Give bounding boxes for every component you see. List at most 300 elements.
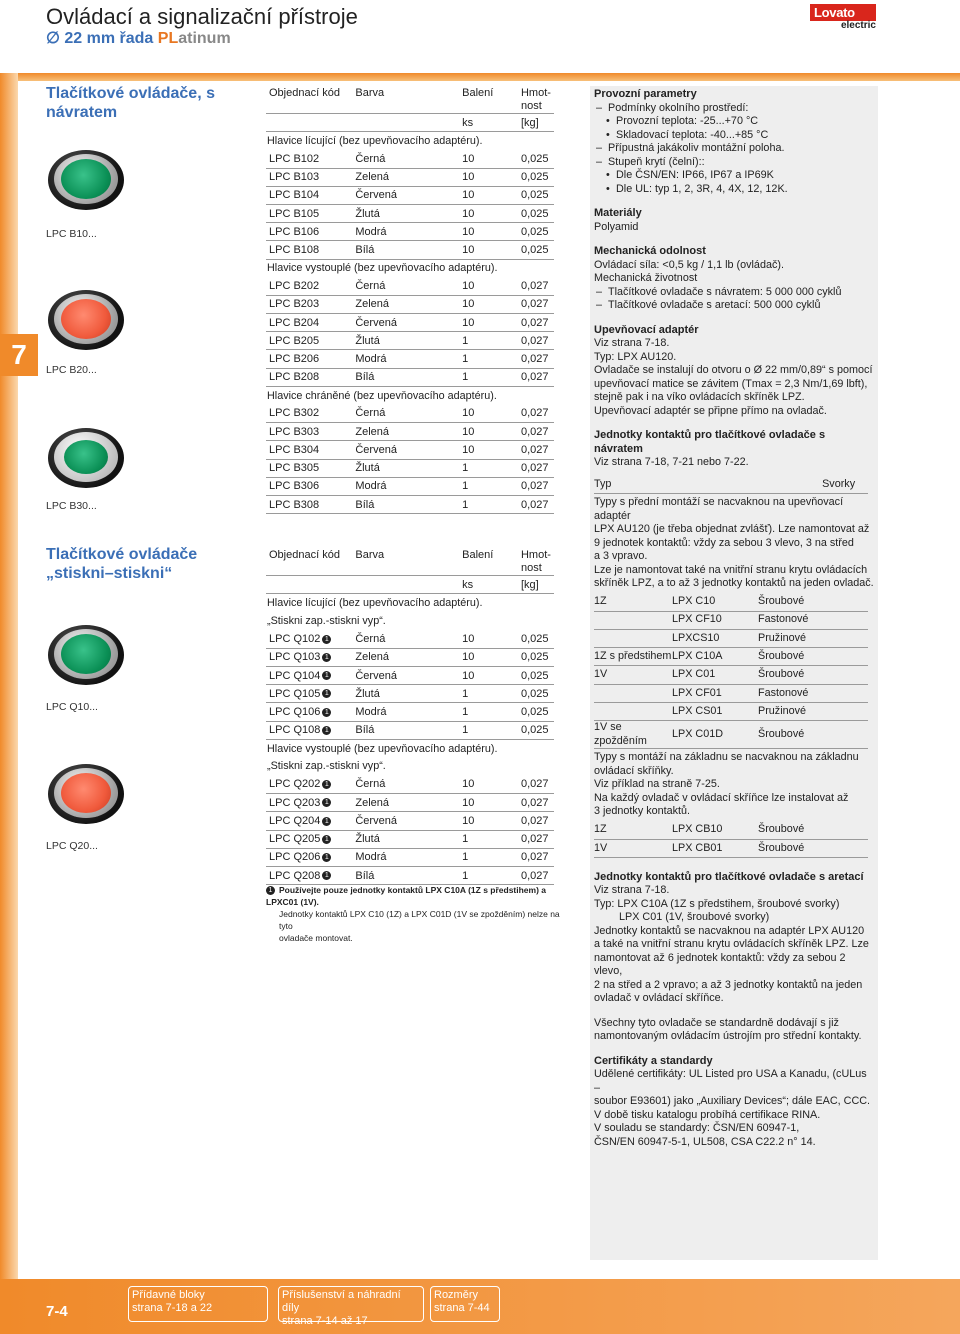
- link-auxiliary-blocks[interactable]: [128, 1286, 268, 1322]
- section-heading: Hlavice lícující (bez upevňovacího adaptéru).: [267, 135, 483, 148]
- section-heading: „Stiskni zap.-stiskni vyp“.: [267, 614, 386, 627]
- table-row: [594, 629, 868, 647]
- table-row: [266, 368, 554, 386]
- table-cell: 1: [459, 459, 518, 477]
- table-cell: Šroubové: [758, 821, 868, 839]
- table-cell: 0,027: [518, 848, 554, 866]
- table-row: [594, 821, 868, 839]
- lovato-logo: [810, 4, 876, 32]
- spec-line: Polyamid: [594, 220, 639, 233]
- table-row: [266, 423, 554, 441]
- table-cell: LPC B302: [266, 405, 352, 423]
- table-cell: LPX C01: [672, 666, 758, 684]
- note-mark: 1: [322, 798, 331, 807]
- product-label: LPC Q10...: [46, 701, 98, 713]
- table-cell: 0,025: [518, 648, 554, 666]
- cell-code: LPC Q106: [269, 705, 321, 718]
- table-row: [266, 459, 554, 477]
- spec-line: skříněk LPZ, a to až 3 jednotky kontaktů na jeden ovladač.: [594, 577, 874, 590]
- spec-line: namontovat až 6 jednotek kontaktů: vždy za sebou 2 vlevo,: [594, 951, 846, 978]
- section-title-pushpush: Tlačítkové ovládače „stiskni–stiskni“: [46, 546, 198, 582]
- table-row: [594, 611, 868, 629]
- table-cell: 1: [459, 368, 518, 386]
- side-band: [0, 73, 18, 1279]
- cell-code: LPC Q203: [269, 796, 321, 809]
- table-cell: 1Z: [594, 821, 672, 839]
- spec-line: ovladač v ovládací skříňce.: [594, 992, 724, 1005]
- table-cell: LPX CB10: [672, 821, 758, 839]
- contact-type-header: [594, 476, 868, 495]
- table-cell: LPX CS01: [672, 703, 758, 721]
- note-mark: 1: [322, 817, 331, 826]
- table-row: [594, 666, 868, 684]
- table-cell: LPC B102: [266, 150, 352, 168]
- table-cell: LPC B303: [266, 423, 352, 441]
- table-cell: 1: [459, 721, 518, 739]
- col-header-terminals: Svorky: [822, 476, 868, 494]
- table-cell: Bílá: [352, 368, 459, 386]
- table-cell: Šroubové: [758, 593, 868, 611]
- section-heading: Hlavice lícující (bez upevňovacího adaptéru).: [267, 597, 483, 610]
- table-row: [266, 204, 554, 222]
- button-image-q20: [48, 764, 124, 824]
- spec-line: namontovaným ovládacím ústrojím pro střední kontakty.: [594, 1030, 862, 1043]
- link-title: Přídavné bloky: [132, 1289, 205, 1301]
- table-cell: Žlutá: [352, 685, 459, 703]
- table-cell: 0,025: [518, 666, 554, 684]
- table-row: [266, 223, 554, 241]
- note-mark: 1: [322, 853, 331, 862]
- link-title: Příslušenství a náhradní díly: [282, 1289, 401, 1314]
- table-cell: 0,025: [518, 168, 554, 186]
- table-row: [266, 630, 554, 648]
- spec-line: Ovladače se instalují do otvoru o Ø 22 mm/0,89“ s pomocí: [594, 364, 873, 376]
- table-cell: Černá: [352, 150, 459, 168]
- table-cell: 10: [459, 794, 518, 812]
- brand-pl: PL: [157, 30, 179, 47]
- chapter-tab[interactable]: 7: [0, 334, 38, 376]
- heading-adapter: Upevňovací adaptér: [594, 323, 699, 336]
- table-cell: Žlutá: [352, 332, 459, 350]
- table-cell: Zelená: [352, 295, 459, 313]
- table-row: [266, 794, 554, 812]
- table-row: [266, 277, 554, 295]
- button-image-q10: [48, 625, 124, 685]
- note-mark: 1: [322, 671, 331, 680]
- footnote-mark: 1: [266, 886, 275, 895]
- table-cell: 0,027: [518, 441, 554, 459]
- col-header-type: Typ: [594, 476, 822, 494]
- spec-line: 9 jednotek kontaktů: vždy za sebou 3 vlevo, 3 na střed: [594, 536, 854, 549]
- spec-line: 2 na střed a 2 vpravo; a až 3 jednotky kontaktů na jeden: [594, 978, 863, 991]
- spec-line: – Podmínky okolního prostředí:: [594, 102, 874, 116]
- table-cell: 0,027: [518, 812, 554, 830]
- spec-line: a 3 vpravo.: [594, 550, 648, 563]
- spec-line: ovládací skříňky.: [594, 764, 674, 777]
- spec-line: upevňovací matice se závitem (Tmax = 2,3 Nm/1,69 lbft),: [594, 377, 868, 390]
- table-cell: LPX C01D: [672, 721, 758, 749]
- table-cell: 10: [459, 204, 518, 222]
- spec-line: • Skladovací teplota: -40...+85 °C: [594, 129, 874, 143]
- note-mark: 1: [322, 871, 331, 880]
- table-row: [594, 593, 868, 611]
- product-label: LPC B20...: [46, 364, 97, 376]
- note-mark: 1: [322, 835, 331, 844]
- section-title-return: Tlačítkové ovládače, s návratem: [46, 85, 215, 121]
- heading-contacts-return: Jednotky kontaktů pro tlačítkové ovladače s návratem: [594, 429, 826, 455]
- table-row: [266, 685, 554, 703]
- table-cell: Zelená: [352, 794, 459, 812]
- table-cell: Červená: [352, 186, 459, 204]
- product-table-return: [266, 86, 554, 514]
- table-cell: 0,027: [518, 495, 554, 513]
- cell-code: LPC Q204: [269, 815, 321, 828]
- table-row: [266, 150, 554, 168]
- table-cell: Zelená: [352, 423, 459, 441]
- cell-code: LPC Q208: [269, 869, 321, 882]
- top-band: [0, 73, 960, 81]
- table-row: [266, 495, 554, 513]
- spec-line: Viz strana 7-18.: [594, 337, 670, 349]
- spec-line: Lze je namontovat také na vnitřní stranu krytu ovládacích: [594, 563, 868, 576]
- product-label: LPC B30...: [46, 500, 97, 512]
- heading-mechanical: Mechanická odolnost: [594, 245, 706, 257]
- table-cell: 0,027: [518, 277, 554, 295]
- heading-certs: Certifikáty a standardy: [594, 1054, 713, 1067]
- table-cell: LPC B103: [266, 168, 352, 186]
- table-cell: Modrá: [352, 350, 459, 368]
- table-cell: 0,025: [518, 204, 554, 222]
- spec-line: Všechny tyto ovladače se standardně dodávají s již: [594, 1016, 839, 1029]
- table-cell: 0,027: [518, 350, 554, 368]
- button-image-b10: [48, 150, 124, 210]
- spec-line: Viz strana 7-18, 7-21 nebo 7-22.: [594, 456, 749, 468]
- table-cell: Bílá: [352, 241, 459, 259]
- table-cell: Šroubové: [758, 648, 868, 666]
- table-cell: LPX CF01: [672, 684, 758, 702]
- cell-code: LPC Q202: [269, 778, 321, 791]
- table-cell: 1: [459, 703, 518, 721]
- table-cell: LPC B206: [266, 350, 352, 368]
- table-cell: Červená: [352, 314, 459, 332]
- spec-line: a také na vnitřní stranu krytu ovládacích skříněk LPZ. Lze: [594, 938, 869, 951]
- col-header-color: Barva: [355, 549, 385, 561]
- table-cell: 0,025: [518, 721, 554, 739]
- table-cell: 10: [459, 277, 518, 295]
- link-page: strana 7-44: [434, 1302, 490, 1314]
- table-row: [266, 241, 554, 259]
- spec-line: LPX AU120 (je třeba objednat zvlášť). Lze namontovat až: [594, 523, 870, 536]
- spec-line: Typ: LPX AU120.: [594, 350, 677, 363]
- table-cell: 1: [459, 848, 518, 866]
- col-header-weight: Hmot-nost: [520, 549, 551, 574]
- spec-line: stejně pak i na víko ovládacích skříněk LPZ.: [594, 391, 805, 403]
- cell-code: LPC Q105: [269, 687, 321, 700]
- spec-line: – Tlačítkové ovladače s návratem: 5 000 000 cyklů: [594, 286, 874, 300]
- table-row: [266, 332, 554, 350]
- table-cell: LPXCS10: [672, 629, 758, 647]
- table-row: [266, 477, 554, 495]
- product-label: LPC Q20...: [46, 840, 98, 852]
- table-cell: Bílá: [352, 721, 459, 739]
- table-row: [266, 848, 554, 866]
- logo-subtext: electric: [840, 20, 876, 31]
- table-cell: 0,027: [518, 867, 554, 885]
- table-cell: Zelená: [352, 648, 459, 666]
- table-row: [266, 295, 554, 313]
- heading-materials: Materiály: [594, 207, 642, 219]
- heading-operating: Provozní parametry: [594, 88, 697, 100]
- table-cell: LPC B204: [266, 314, 352, 332]
- table-cell: Žlutá: [352, 459, 459, 477]
- table-cell: 1V: [594, 666, 672, 684]
- spec-line: Jednotky kontaktů se nacvaknou na adaptér LPX AU120: [594, 924, 865, 937]
- table-cell: Šroubové: [758, 721, 868, 749]
- table-cell: 10: [459, 630, 518, 648]
- note-mark: 1: [322, 635, 331, 644]
- table-cell: 0,027: [518, 405, 554, 423]
- spec-line: 3 jednotky kontaktů.: [594, 805, 691, 818]
- subtitle-prefix: ∅ 22 mm řada: [46, 30, 158, 47]
- table-cell: 0,027: [518, 295, 554, 313]
- table-cell: 1: [459, 332, 518, 350]
- col-header-code: Objednací kód: [269, 549, 340, 561]
- section-heading: Hlavice chráněné (bez upevňovacího adaptéru).: [267, 389, 497, 402]
- table-cell: Černá: [352, 776, 459, 794]
- spec-line: Typy s montáží na základnu se nacvaknou na základnu: [594, 751, 859, 764]
- table-cell: Modrá: [352, 477, 459, 495]
- table-row: [266, 186, 554, 204]
- table-cell: Pružinové: [758, 629, 868, 647]
- link-dimensions[interactable]: [430, 1286, 500, 1322]
- table-cell: 10: [459, 423, 518, 441]
- table-cell: 10: [459, 666, 518, 684]
- table-cell: 10: [459, 168, 518, 186]
- table-cell: 0,027: [518, 423, 554, 441]
- table-cell: LPC B108: [266, 241, 352, 259]
- heading-contacts-latch: Jednotky kontaktů pro tlačítkové ovladače s aretací: [594, 870, 864, 883]
- table-cell: Modrá: [352, 703, 459, 721]
- note-mark: 1: [322, 780, 331, 789]
- spec-line: • Provozní teplota: -25...+70 °C: [594, 115, 874, 129]
- table-row: [266, 350, 554, 368]
- table-cell: 10: [459, 295, 518, 313]
- unit-weight: [kg]: [518, 576, 554, 594]
- contact-table-base: [594, 821, 868, 858]
- spec-line: Typ: LPX C10A (1Z s předstihem, šroubové svorky): [594, 897, 840, 910]
- table-cell: 1: [459, 350, 518, 368]
- cell-code: LPC Q206: [269, 851, 321, 864]
- button-image-b30: [48, 428, 124, 488]
- contact-table-front: [594, 593, 868, 750]
- spec-line: Typy s přední montáží se nacvaknou na upevňovací adaptér: [594, 496, 844, 522]
- table-cell: LPC B106: [266, 223, 352, 241]
- table-cell: LPC B202: [266, 277, 352, 295]
- spec-line: Upevňovací adaptér se připne přímo na ovladač.: [594, 404, 827, 417]
- spec-line: • Dle ČSN/EN: IP66, IP67 a IP69K: [594, 169, 874, 183]
- table-row: [266, 405, 554, 423]
- note-mark: 1: [322, 689, 331, 698]
- table-cell: 1Z s předstihem: [594, 648, 672, 666]
- table-cell: 1V se zpožděním: [594, 721, 672, 749]
- table-cell: 0,027: [518, 459, 554, 477]
- table-cell: Žlutá: [352, 204, 459, 222]
- unit-pack: ks: [459, 114, 518, 132]
- table-cell: Červená: [352, 441, 459, 459]
- col-header-pack: Balení: [462, 87, 494, 99]
- table-cell: LPC B305: [266, 459, 352, 477]
- button-image-b20: [48, 290, 124, 350]
- table-cell: 0,025: [518, 685, 554, 703]
- table-cell: 10: [459, 241, 518, 259]
- table-row: [594, 703, 868, 721]
- table-row: [266, 867, 554, 885]
- cell-code: LPC Q103: [269, 651, 321, 664]
- table-cell: LPX CB01: [672, 839, 758, 857]
- link-accessories[interactable]: [278, 1286, 424, 1327]
- table-cell: 0,025: [518, 223, 554, 241]
- cell-code: LPC Q108: [269, 724, 321, 737]
- table-cell: 0,027: [518, 794, 554, 812]
- spec-line: V souladu se standardy: ČSN/EN 60947-1,: [594, 1122, 800, 1135]
- footnote-line: ovladače montovat.: [279, 933, 353, 943]
- spec-line: – Tlačítkové ovladače s aretací: 500 000 cyklů: [594, 299, 874, 313]
- col-header-code: Objednací kód: [269, 87, 340, 99]
- spec-line: ČSN/EN 60947-5-1, UL508, CSA C22.2 n° 14.: [594, 1135, 816, 1148]
- table-row: [266, 666, 554, 684]
- page-title: Ovládací a signalizační přístroje: [46, 4, 358, 29]
- table-row: [266, 441, 554, 459]
- logo-text: Lovato: [810, 4, 876, 21]
- table-cell: 10: [459, 223, 518, 241]
- table-cell: 10: [459, 150, 518, 168]
- table-row: [594, 721, 868, 749]
- unit-pack: ks: [459, 576, 518, 594]
- table-cell: LPC B208: [266, 368, 352, 386]
- table-cell: 1: [459, 495, 518, 513]
- table-cell: Modrá: [352, 223, 459, 241]
- table-cell: [594, 703, 672, 721]
- table-cell: [594, 629, 672, 647]
- col-header-weight: Hmot-nost: [520, 87, 551, 112]
- table-cell: 10: [459, 648, 518, 666]
- specs-content: [594, 88, 874, 1149]
- table-cell: LPC B308: [266, 495, 352, 513]
- table-cell: LPC B306: [266, 477, 352, 495]
- table-cell: 0,025: [518, 703, 554, 721]
- footnote-bold: Používejte pouze jednotky kontaktů LPX C10A (1Z s předstihem) a LPXC01 (1V).: [266, 885, 547, 907]
- link-page: strana 7-14 až 17: [282, 1315, 368, 1327]
- table-cell: Pružinové: [758, 703, 868, 721]
- spec-line: • Dle UL: typ 1, 2, 3R, 4, 4X, 12, 12K.: [594, 183, 874, 197]
- table-cell: 0,027: [518, 368, 554, 386]
- spec-line: soubor E93601) jako „Auxiliary Devices“; dále EAC, CCC.: [594, 1095, 871, 1108]
- note-mark: 1: [322, 708, 331, 717]
- spec-line: – Stupeň krytí (čelní)::: [594, 156, 874, 170]
- cell-code: LPC Q104: [269, 669, 321, 682]
- table-cell: 1Z: [594, 593, 672, 611]
- product-label: LPC B10...: [46, 228, 97, 240]
- spec-line: – Přípustná jakákoliv montážní poloha.: [594, 142, 874, 156]
- table-cell: 10: [459, 186, 518, 204]
- col-header-color: Barva: [355, 87, 385, 99]
- table-row: [266, 648, 554, 666]
- table-row: [266, 721, 554, 739]
- note-mark: 1: [322, 726, 331, 735]
- page-subtitle: [46, 28, 231, 48]
- spec-line: Udělené certifikáty: UL Listed pro USA a Kanadu, (cULus –: [594, 1068, 867, 1094]
- table-cell: 1: [459, 830, 518, 848]
- table-cell: 0,027: [518, 332, 554, 350]
- table-row: [594, 684, 868, 702]
- spec-line: Viz příklad na straně 7-25.: [594, 778, 720, 791]
- page-number: 7-4: [46, 1303, 68, 1320]
- table-cell: Červená: [352, 666, 459, 684]
- table-row: [266, 168, 554, 186]
- section-heading: Hlavice vystouplé (bez upevňovacího adaptéru).: [267, 262, 498, 275]
- spec-line: Na každý ovladač v ovládací skříňce lze instalovat až: [594, 791, 849, 804]
- table-cell: LPC B203: [266, 295, 352, 313]
- table-cell: 10: [459, 812, 518, 830]
- table-cell: 1: [459, 477, 518, 495]
- table-row: [266, 776, 554, 794]
- table-cell: Černá: [352, 630, 459, 648]
- table-cell: LPC B105: [266, 204, 352, 222]
- table-cell: LPX C10A: [672, 648, 758, 666]
- product-table-pushpush: [266, 548, 554, 885]
- table-cell: Fastonové: [758, 684, 868, 702]
- table-cell: 1V: [594, 839, 672, 857]
- spec-line: Viz strana 7-18.: [594, 884, 670, 897]
- section-heading: „Stiskni zap.-stiskni vyp“.: [267, 760, 386, 773]
- link-page: strana 7-18 a 22: [132, 1302, 213, 1314]
- table-row: [266, 314, 554, 332]
- table-row: [594, 648, 868, 666]
- table-cell: 10: [459, 314, 518, 332]
- cell-code: LPC Q205: [269, 833, 321, 846]
- section-heading: Hlavice vystouplé (bez upevňovacího adaptéru).: [267, 742, 498, 755]
- table-cell: 0,025: [518, 150, 554, 168]
- col-header-pack: Balení: [462, 549, 494, 561]
- table-cell: 0,027: [518, 314, 554, 332]
- footnote-line: Jednotky kontaktů LPX C10 (1Z) a LPX C01D (1V se zpožděním) nelze na tyto: [279, 909, 560, 931]
- unit-weight: [kg]: [518, 114, 554, 132]
- table-row: [266, 812, 554, 830]
- spec-line: Ovládací síla: <0,5 kg / 1,1 lb (ovládač).: [594, 258, 784, 271]
- table-cell: LPC B104: [266, 186, 352, 204]
- table-cell: Červená: [352, 812, 459, 830]
- table-cell: [594, 684, 672, 702]
- table-cell: 0,027: [518, 776, 554, 794]
- table-cell: Modrá: [352, 848, 459, 866]
- table-cell: Bílá: [352, 495, 459, 513]
- spec-line: V době tisku katalogu probíhá certifikace RINA.: [594, 1108, 821, 1121]
- table-cell: 0,025: [518, 241, 554, 259]
- table-row: [266, 830, 554, 848]
- table-cell: 0,027: [518, 830, 554, 848]
- link-title: Rozměry: [434, 1289, 479, 1301]
- table-cell: [594, 611, 672, 629]
- table-footnote: [266, 884, 566, 944]
- table-cell: Šroubové: [758, 839, 868, 857]
- table-row: [594, 839, 868, 857]
- table-cell: Černá: [352, 405, 459, 423]
- table-cell: Zelená: [352, 168, 459, 186]
- table-cell: LPC B304: [266, 441, 352, 459]
- table-cell: Černá: [352, 277, 459, 295]
- table-cell: 0,025: [518, 186, 554, 204]
- table-cell: 0,025: [518, 630, 554, 648]
